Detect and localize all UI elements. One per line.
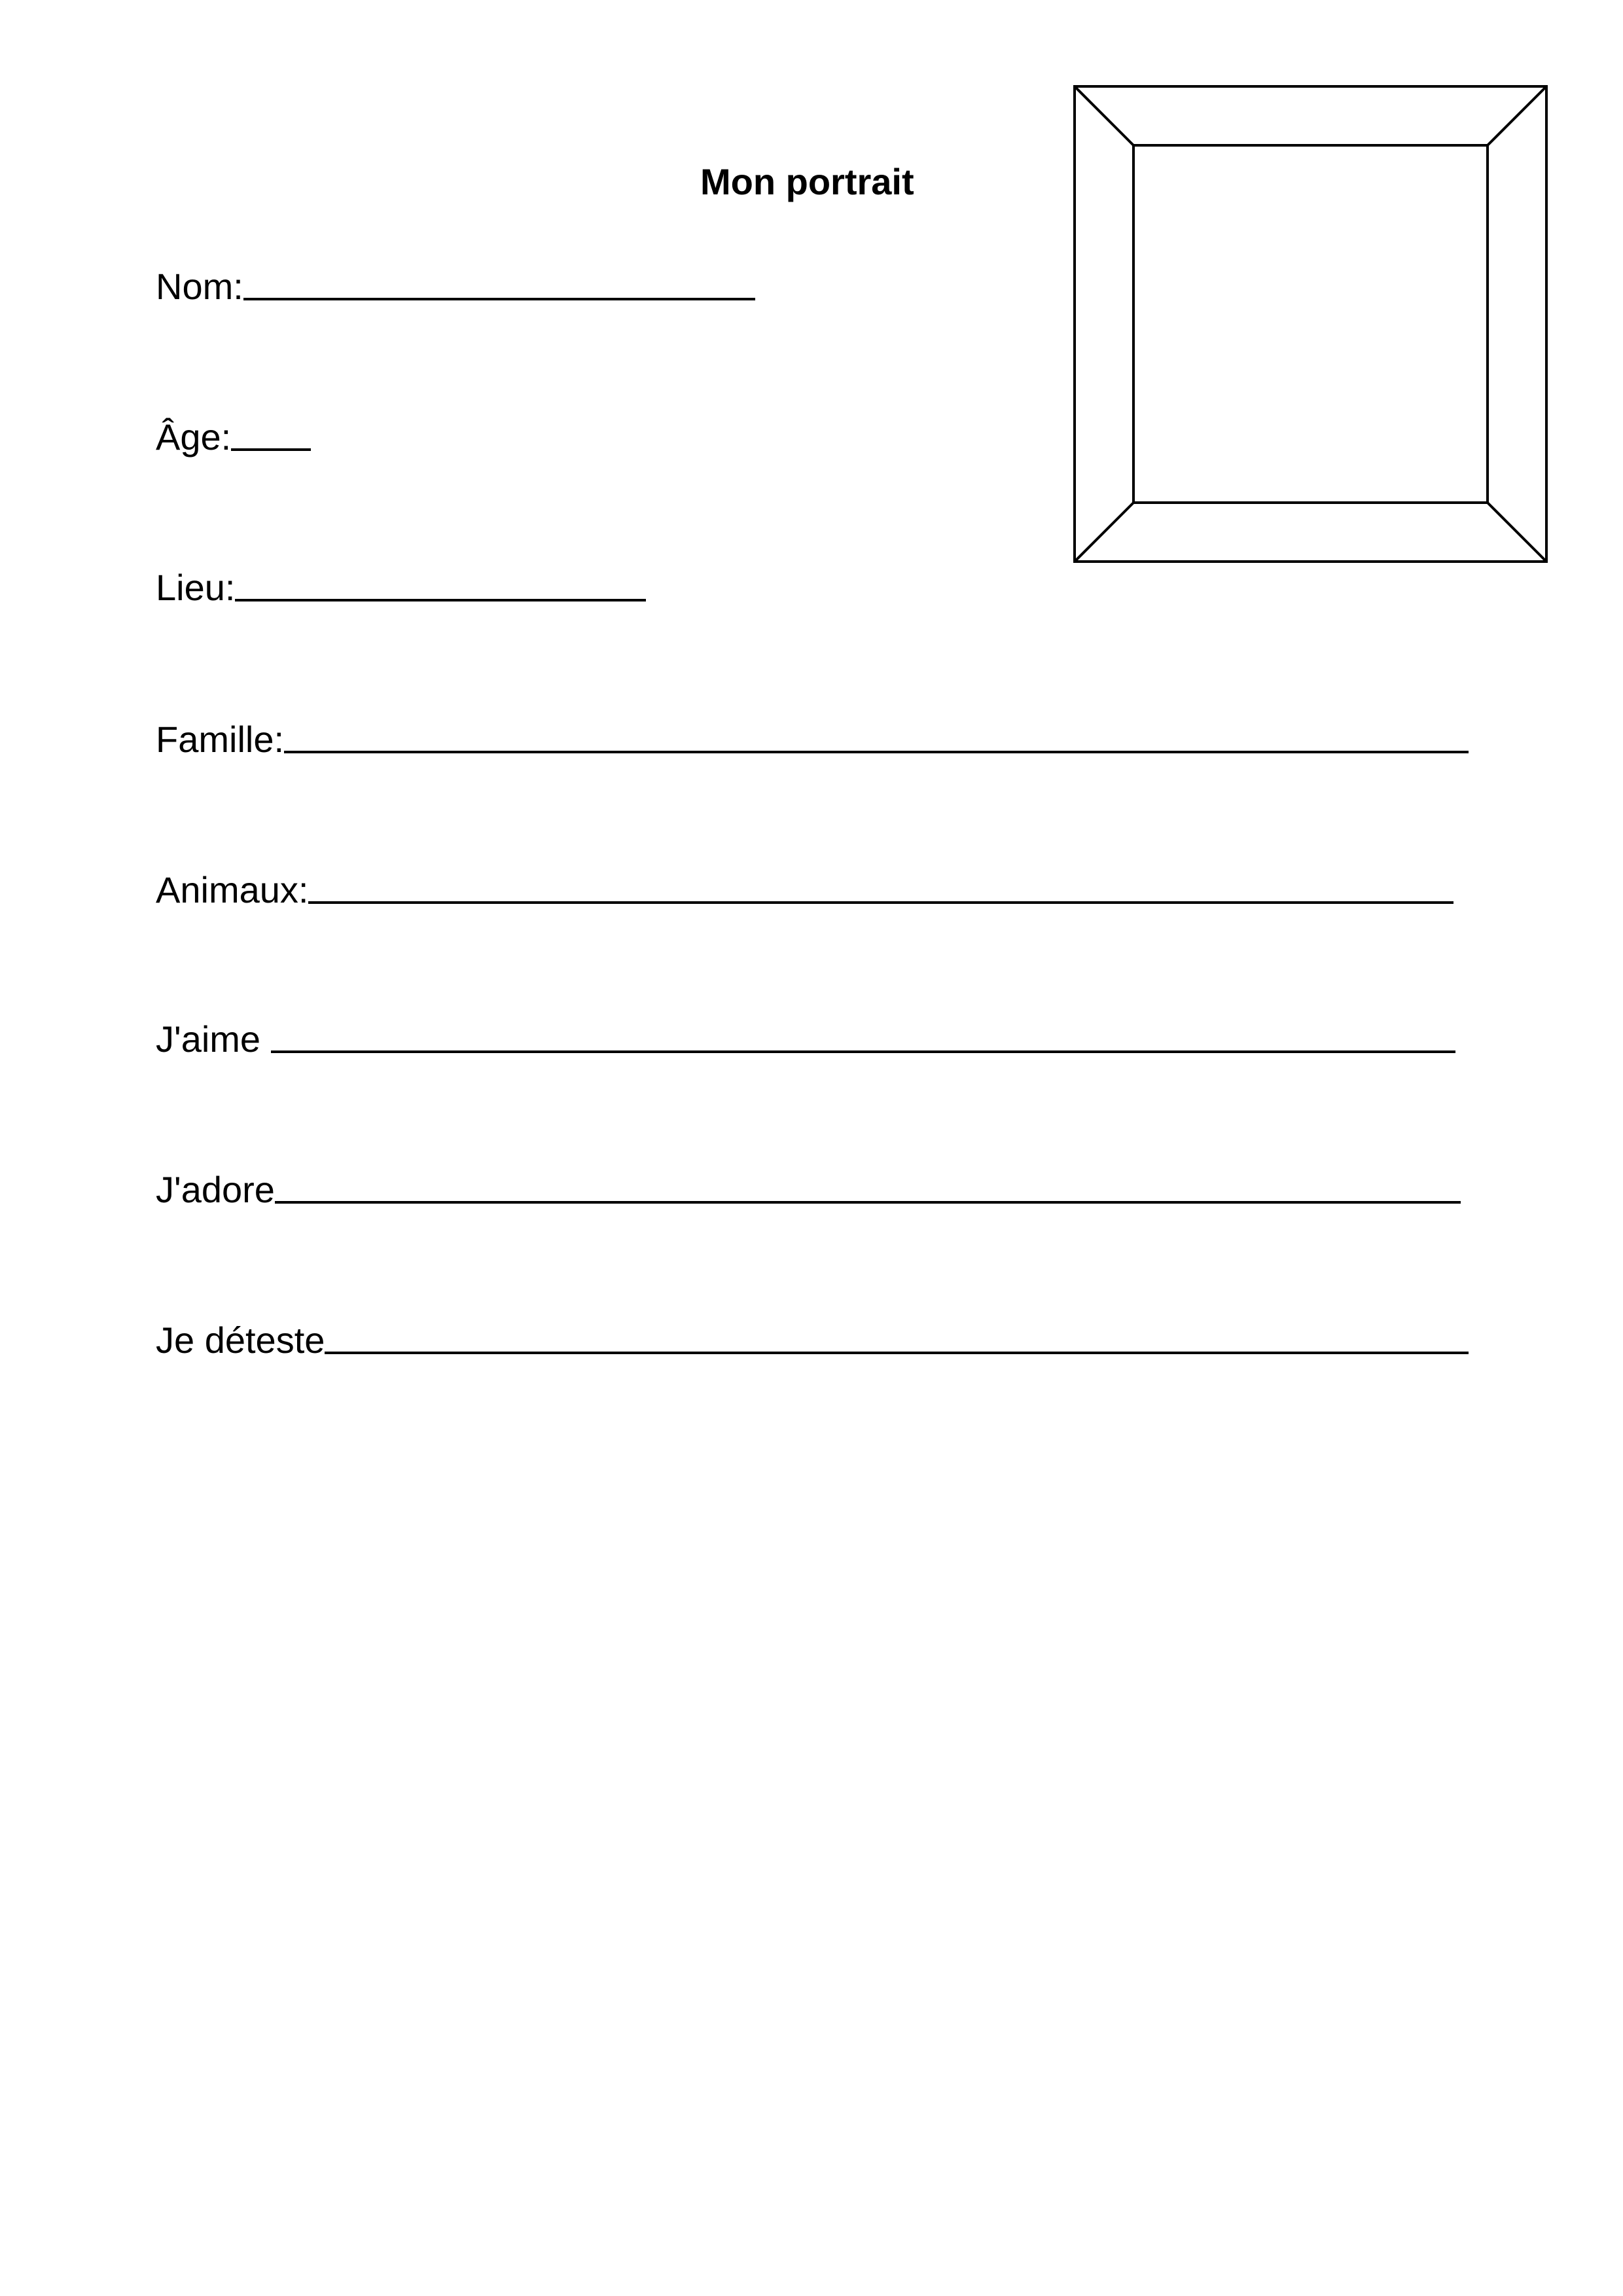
field-nom [156,260,755,313]
field-label-age: Âge: [156,416,232,457]
fill-in-line-jadore[interactable] [275,1201,1461,1204]
fill-in-line-deteste[interactable] [325,1352,1469,1354]
field-age [156,411,311,463]
fill-in-line-jaime[interactable] [271,1050,1455,1053]
field-label-jadore: J'adore [156,1169,275,1210]
field-deteste [156,1314,1469,1367]
field-animaux [156,864,1454,916]
fill-in-line-animaux[interactable] [308,901,1454,904]
field-lieu [156,562,646,614]
fill-in-line-age[interactable] [231,448,311,451]
field-label-lieu: Lieu: [156,567,236,608]
field-label-deteste: Je déteste [156,1319,325,1361]
picture-frame-icon [1073,85,1548,563]
field-jaime [156,1013,1455,1066]
fill-in-line-famille[interactable] [284,751,1469,753]
fill-in-line-nom[interactable] [243,298,755,300]
fill-in-line-lieu[interactable] [235,599,646,601]
field-label-nom: Nom: [156,266,243,307]
field-jadore [156,1164,1461,1216]
page-title: Mon portrait [700,161,914,202]
field-label-famille: Famille: [156,719,285,760]
field-label-jaime: J'aime [156,1018,261,1060]
field-label-animaux: Animaux: [156,869,309,910]
field-famille [156,713,1469,766]
